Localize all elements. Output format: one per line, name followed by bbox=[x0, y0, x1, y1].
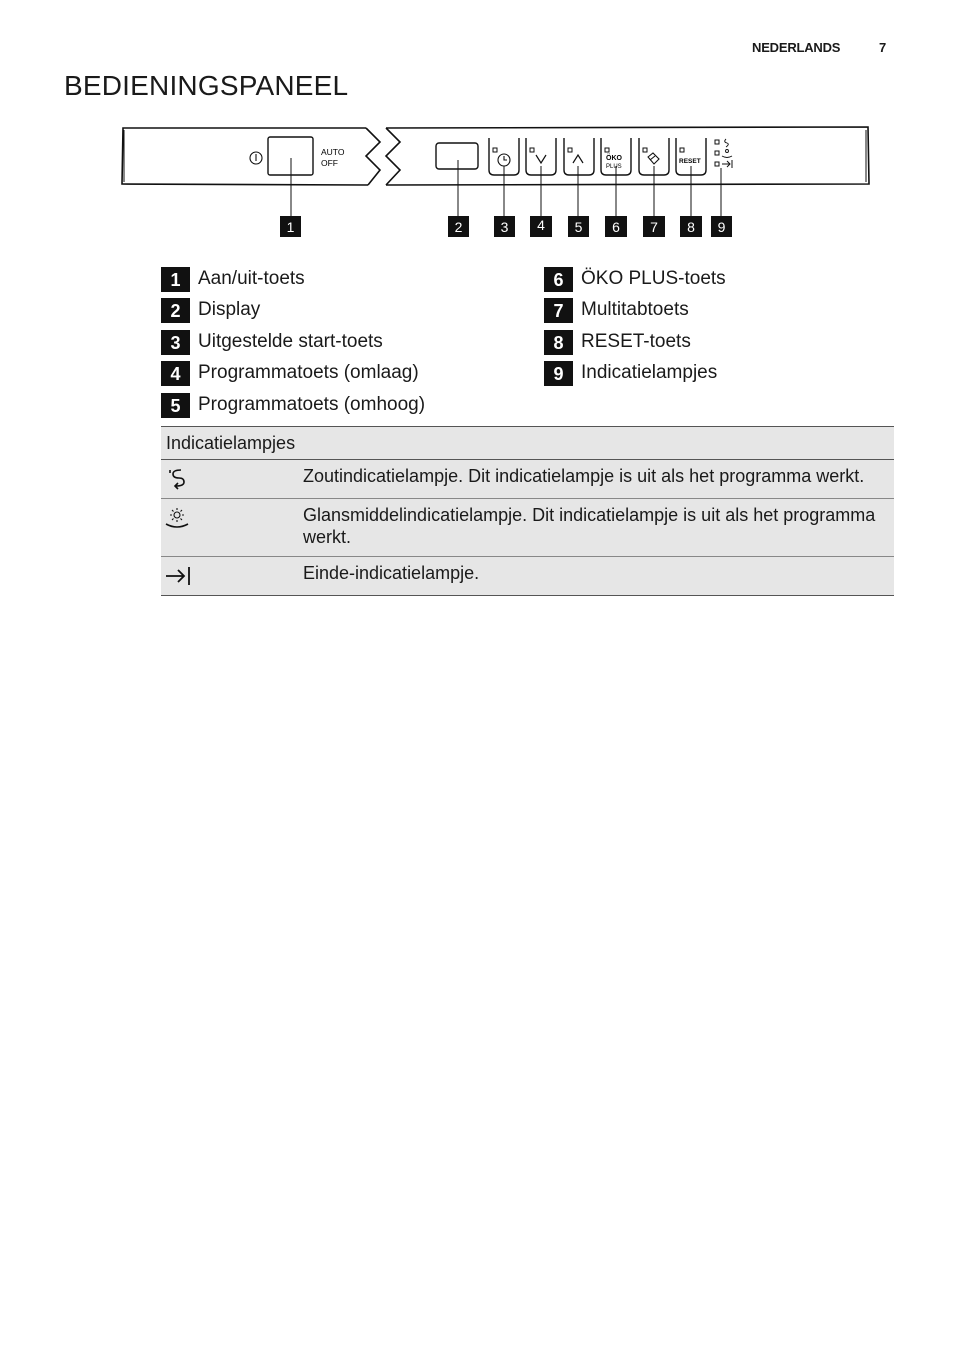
legend-number: 8 bbox=[544, 330, 573, 355]
table-row bbox=[161, 460, 894, 499]
legend-number: 5 bbox=[161, 393, 190, 418]
page-title: BEDIENINGSPANEEL bbox=[64, 70, 349, 101]
chevron-up-icon bbox=[573, 155, 583, 163]
callout-4: 4 bbox=[537, 217, 545, 233]
legend-number: 6 bbox=[544, 267, 573, 292]
header-language: NEDERLANDS bbox=[752, 40, 841, 55]
auto-off-label-line2: OFF bbox=[321, 158, 338, 168]
rinse-aid-icon bbox=[163, 505, 191, 531]
legend-label: Programmatoets (omlaag) bbox=[198, 362, 419, 383]
panel-salt-icon bbox=[725, 139, 729, 147]
legend-number: 1 bbox=[161, 267, 190, 292]
legend-item bbox=[161, 297, 260, 323]
indicator-table-heading: Indicatielampjes bbox=[161, 427, 894, 460]
control-panel-diagram bbox=[118, 120, 878, 240]
panel-end-icon bbox=[722, 160, 732, 168]
legend-left bbox=[161, 266, 541, 426]
callout-8: 8 bbox=[687, 219, 695, 235]
callout-2: 2 bbox=[454, 219, 463, 235]
callout-5: 5 bbox=[574, 219, 583, 235]
indicator-description: Einde-indicatielampje. bbox=[303, 563, 480, 583]
salt-icon bbox=[163, 466, 189, 492]
legend-number: 3 bbox=[161, 330, 190, 355]
legend-item bbox=[544, 360, 717, 386]
reset-label: RESET bbox=[679, 158, 701, 165]
callout-1: 1 bbox=[286, 219, 295, 235]
legend-label: RESET-toets bbox=[581, 331, 691, 352]
legend-label: Programmatoets (omhoog) bbox=[198, 394, 426, 415]
legend-label: Indicatielampjes bbox=[581, 362, 718, 383]
legend-label: Uitgestelde start-toets bbox=[198, 331, 383, 352]
power-icon bbox=[250, 152, 262, 164]
legend-number: 2 bbox=[161, 298, 190, 323]
display bbox=[436, 143, 478, 169]
clock-icon bbox=[498, 154, 510, 166]
legend-label: Display bbox=[198, 299, 261, 320]
panel-rinse-aid-icon bbox=[722, 150, 732, 158]
indicator-table bbox=[161, 426, 894, 596]
legend-item bbox=[161, 329, 383, 355]
legend-item bbox=[161, 266, 305, 292]
legend-number: 4 bbox=[161, 361, 190, 386]
tablet-icon bbox=[648, 153, 659, 164]
legend-number: 7 bbox=[544, 298, 573, 323]
indicator-description: Zoutindicatielampje. Dit indicatielampje is uit als het programma werkt. bbox=[303, 466, 865, 486]
legend-label: Multitabtoets bbox=[581, 299, 689, 320]
callout-9: 9 bbox=[717, 219, 726, 235]
callout-7: 7 bbox=[650, 219, 658, 235]
legend-label: ÖKO PLUS-toets bbox=[581, 268, 726, 289]
table-row bbox=[161, 557, 894, 595]
callout-6: 6 bbox=[612, 219, 620, 235]
legend-item bbox=[544, 329, 691, 355]
legend-item bbox=[544, 297, 689, 323]
legend-right bbox=[544, 266, 924, 396]
auto-off-label: AUTO bbox=[321, 147, 345, 157]
legend-label: Aan/uit-toets bbox=[198, 268, 305, 289]
indicator-description: Glansmiddelindicatielampje. Dit indicatielampje is uit als het programma werkt. bbox=[303, 505, 876, 547]
page-number: 7 bbox=[879, 40, 887, 55]
legend-item bbox=[161, 392, 425, 418]
legend-number: 9 bbox=[544, 361, 573, 386]
end-icon bbox=[163, 563, 193, 589]
callout-3: 3 bbox=[500, 219, 509, 235]
legend-item bbox=[544, 266, 726, 292]
legend-item bbox=[161, 360, 419, 386]
table-row bbox=[161, 499, 894, 557]
chevron-down-icon bbox=[536, 155, 546, 163]
plus-label: PLUS bbox=[606, 164, 622, 170]
oko-label: ÖKO bbox=[606, 155, 622, 162]
